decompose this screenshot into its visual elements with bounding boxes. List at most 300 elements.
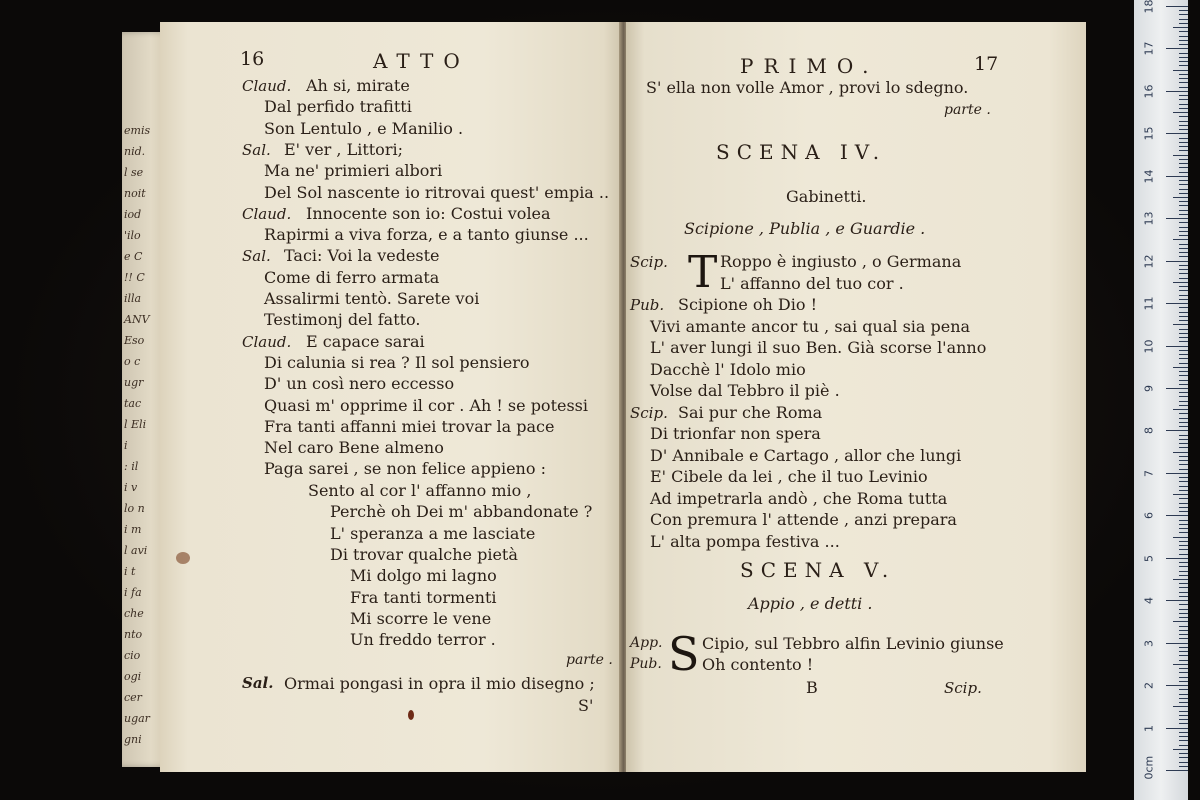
ruler-tick xyxy=(1179,604,1188,605)
ruler-number: 13 xyxy=(1142,211,1156,226)
dialogue-line: Con premura l' attende , anzi prepara xyxy=(650,510,957,529)
speaker-label: Sal. xyxy=(242,247,271,266)
ruler-tick xyxy=(1179,566,1188,567)
previous-page-text-fragment: nid. xyxy=(124,145,146,158)
ruler-tick xyxy=(1179,583,1188,584)
ruler-tick xyxy=(1166,133,1188,134)
ruler-tick xyxy=(1179,333,1188,334)
ruler-tick xyxy=(1179,426,1188,427)
right-catchword: Scip. xyxy=(944,679,982,697)
ruler-tick xyxy=(1179,439,1188,440)
scene-5-dropcap: S xyxy=(668,627,700,681)
ruler-tick xyxy=(1179,256,1188,257)
previous-page-text-fragment: lo n xyxy=(124,502,145,515)
ruler-tick xyxy=(1179,464,1188,465)
ruler-tick xyxy=(1179,214,1188,215)
ruler-tick xyxy=(1166,303,1188,304)
ruler-tick xyxy=(1179,456,1188,457)
ruler-number: 15 xyxy=(1142,126,1156,141)
ruler-number: 12 xyxy=(1142,254,1156,269)
speaker-label: Claud. xyxy=(242,332,292,351)
ruler-tick xyxy=(1179,613,1188,614)
ruler-tick xyxy=(1166,218,1188,219)
ruler-tick xyxy=(1179,350,1188,351)
ruler-tick xyxy=(1179,655,1188,656)
dialogue-line: Di trionfar non spera xyxy=(650,424,821,443)
ruler-tick xyxy=(1179,341,1188,342)
final-speaker: Sal. xyxy=(242,674,274,692)
ruler-tick xyxy=(1179,477,1188,478)
ruler-tick xyxy=(1179,193,1188,194)
dialogue-line: Testimonj del fatto. xyxy=(264,310,421,330)
ruler-tick xyxy=(1179,99,1188,100)
ruler-tick xyxy=(1179,40,1188,41)
ruler-number: 9 xyxy=(1142,385,1156,392)
dialogue-line: Volse dal Tebbro il piè . xyxy=(650,381,840,400)
ruler-tick xyxy=(1166,728,1188,729)
ruler-tick xyxy=(1179,587,1188,588)
dialogue-line: L' aver lungi il suo Ben. Già scorse l'anno xyxy=(650,338,987,357)
ruler-tick xyxy=(1179,121,1188,122)
ruler-number: 8 xyxy=(1142,427,1156,435)
ruler-tick xyxy=(1179,354,1188,355)
ruler-number: 7 xyxy=(1142,469,1156,477)
ruler-tick xyxy=(1173,155,1188,156)
previous-page-text-fragment: l avi xyxy=(124,544,148,557)
dialogue-line: E' Cibele da lei , che il tuo Levinio xyxy=(650,467,928,486)
signature-mark: B xyxy=(806,678,818,697)
ruler-tick xyxy=(1179,23,1188,24)
previous-page-text-fragment: ugr xyxy=(124,376,144,389)
ruler-tick xyxy=(1179,681,1188,682)
ruler-tick xyxy=(1173,70,1188,71)
ruler-tick xyxy=(1179,435,1188,436)
ruler-tick xyxy=(1179,265,1188,266)
ruler-number: 10 xyxy=(1142,339,1156,354)
left-page-number: 16 xyxy=(240,48,265,70)
ruler-tick xyxy=(1179,711,1188,712)
ruler-tick xyxy=(1179,596,1188,597)
speaker-label: Pub. xyxy=(630,656,662,672)
previous-page-text-fragment: !! C xyxy=(124,271,145,284)
previous-page-text-fragment: ANV xyxy=(124,313,150,326)
ruler-tick xyxy=(1166,770,1188,771)
aria-line: Mi scorre le vene xyxy=(350,608,492,628)
ruler-tick xyxy=(1179,180,1188,181)
previous-page-text-fragment: ogi xyxy=(124,670,142,683)
aria-line: Mi dolgo mi lagno xyxy=(350,566,497,586)
scene-5-characters: Appio , e detti . xyxy=(748,594,873,613)
ruler-tick xyxy=(1179,677,1188,678)
ruler-tick xyxy=(1179,189,1188,190)
ruler-tick xyxy=(1179,575,1188,576)
dialogue-line: Paga sarei , se non felice appieno : xyxy=(264,459,546,479)
dialogue-line: Son Lentulo , e Manilio . xyxy=(264,118,464,138)
ruler-tick xyxy=(1179,498,1188,499)
ruler-tick xyxy=(1179,549,1188,550)
ruler-tick xyxy=(1179,630,1188,631)
ruler-tick xyxy=(1179,295,1188,296)
ruler-tick xyxy=(1179,210,1188,211)
speaker-label: Claud. xyxy=(242,77,292,95)
ruler-tick xyxy=(1166,643,1188,644)
top-exit-direction: parte . xyxy=(944,102,991,118)
ruler-tick xyxy=(1179,524,1188,525)
previous-page-text-fragment: l Eli xyxy=(124,418,147,431)
ruler-tick xyxy=(1179,719,1188,720)
scene-4-title: SCENA IV. xyxy=(716,140,887,164)
dialogue-line: Oh contento ! xyxy=(702,655,814,674)
ruler-tick xyxy=(1179,660,1188,661)
ruler-tick xyxy=(1179,375,1188,376)
dialogue-line: Del Sol nascente io ritrovai quest' empia .. xyxy=(264,182,610,202)
scene-4-characters: Scipione , Publia , e Guardie . xyxy=(684,219,926,238)
ruler-tick xyxy=(1179,392,1188,393)
dialogue-line: Innocente son io: Costui volea xyxy=(306,203,551,223)
ruler-number: 16 xyxy=(1142,84,1156,99)
ruler-tick xyxy=(1179,320,1188,321)
previous-page-text-fragment: 'ilo xyxy=(124,229,141,242)
ruler-number: 0cm xyxy=(1142,755,1156,780)
ruler-tick xyxy=(1173,749,1188,750)
ruler-tick xyxy=(1179,380,1188,381)
dialogue-line: Scipione oh Dio ! xyxy=(678,295,818,314)
ruler-tick xyxy=(1179,53,1188,54)
ruler-tick xyxy=(1179,244,1188,245)
ruler-tick xyxy=(1173,197,1188,198)
dialogue-line: Cipio, sul Tebbro alfin Levinio giunse xyxy=(702,634,1004,653)
ruler-tick xyxy=(1179,732,1188,733)
ruler-tick xyxy=(1179,702,1188,703)
dialogue-line: Vivi amante ancor tu , sai qual sia pena xyxy=(650,316,971,336)
ruler-tick xyxy=(1179,329,1188,330)
ruler-tick xyxy=(1166,91,1188,92)
dialogue-line: Come di ferro armata xyxy=(264,267,440,287)
ruler-tick xyxy=(1179,689,1188,690)
ruler-tick xyxy=(1166,261,1188,262)
final-line: Ormai pongasi in opra il mio disegno ; xyxy=(284,674,595,693)
ink-spot xyxy=(408,710,414,720)
ruler-tick xyxy=(1179,278,1188,279)
ruler-tick xyxy=(1179,634,1188,635)
scene-4-location: Gabinetti. xyxy=(786,187,867,206)
ruler-tick xyxy=(1179,36,1188,37)
ruler-tick xyxy=(1179,447,1188,448)
ruler-tick xyxy=(1173,239,1188,240)
speaker-label: Sal. xyxy=(242,140,271,159)
ruler-tick xyxy=(1173,112,1188,113)
dialogue-line: Dal perfido trafitti xyxy=(264,97,412,117)
previous-page-text-fragment: tac xyxy=(124,397,142,410)
ruler-tick xyxy=(1173,324,1188,325)
dialogue-line: Fra tanti affanni miei trovar la pace xyxy=(264,416,555,436)
dialogue-line: Assalirmi tentò. Sarete voi xyxy=(264,289,480,308)
aria-line: Sento al cor l' affanno mio , xyxy=(308,481,532,500)
ruler-tick xyxy=(1179,19,1188,20)
ruler-tick xyxy=(1179,337,1188,338)
previous-page-text-fragment: cer xyxy=(124,691,142,704)
ruler-tick xyxy=(1179,290,1188,291)
speaker-label: App. xyxy=(630,635,663,651)
previous-page-text-fragment: illa xyxy=(124,292,142,305)
ruler-tick xyxy=(1179,592,1188,593)
ruler-tick xyxy=(1179,14,1188,15)
ruler-number: 3 xyxy=(1142,639,1156,647)
ruler-tick xyxy=(1166,48,1188,49)
ruler-tick xyxy=(1173,27,1188,28)
ruler-tick xyxy=(1179,299,1188,300)
ruler-tick xyxy=(1179,609,1188,610)
ruler-tick xyxy=(1179,172,1188,173)
previous-page-text-fragment: e C xyxy=(124,250,143,263)
ruler-tick xyxy=(1179,405,1188,406)
ruler-tick xyxy=(1179,167,1188,168)
ruler-number: 2 xyxy=(1142,682,1156,690)
aria-line: Di trovar qualche pietà xyxy=(330,544,518,564)
ruler-tick xyxy=(1179,486,1188,487)
ruler-tick xyxy=(1179,753,1188,754)
previous-page-text-fragment: Eso xyxy=(124,334,145,347)
dialogue-line: Quasi m' opprime il cor . Ah ! se potessi xyxy=(264,395,588,415)
previous-page-text-fragment: nto xyxy=(124,628,143,641)
ruler-tick xyxy=(1179,57,1188,58)
ruler-tick xyxy=(1173,579,1188,580)
ruler-tick xyxy=(1179,511,1188,512)
ruler-tick xyxy=(1179,65,1188,66)
ruler-tick xyxy=(1179,626,1188,627)
ruler-tick xyxy=(1179,205,1188,206)
ruler-tick xyxy=(1179,95,1188,96)
dialogue-line: L' affanno del tuo cor . xyxy=(720,273,904,293)
ruler-tick xyxy=(1173,664,1188,665)
ruler-tick xyxy=(1179,82,1188,83)
right-running-head: PRIMO. xyxy=(740,54,879,78)
dialogue-line: Taci: Voi la vedeste xyxy=(284,246,440,266)
ruler-tick xyxy=(1166,176,1188,177)
ruler-tick xyxy=(1166,515,1188,516)
ruler-tick xyxy=(1166,473,1188,474)
ruler-tick xyxy=(1179,138,1188,139)
ruler-tick xyxy=(1173,367,1188,368)
ruler-tick xyxy=(1166,346,1188,347)
ruler-tick xyxy=(1166,600,1188,601)
ruler-number: 4 xyxy=(1142,597,1156,605)
ruler-tick xyxy=(1179,736,1188,737)
speaker-label: Scip. xyxy=(630,403,668,422)
ruler-tick xyxy=(1179,116,1188,117)
ruler-tick xyxy=(1179,269,1188,270)
dialogue-line: Sai pur che Roma xyxy=(678,402,823,422)
ruler-tick xyxy=(1179,61,1188,62)
ruler-tick xyxy=(1179,384,1188,385)
ruler-tick xyxy=(1179,44,1188,45)
aria-line: Un freddo terror . xyxy=(350,630,496,650)
previous-page-text-fragment: che xyxy=(124,607,144,620)
previous-page-text-fragment: l se xyxy=(124,166,144,179)
ruler-tick xyxy=(1179,668,1188,669)
ruler-tick xyxy=(1179,528,1188,529)
ruler-tick xyxy=(1179,723,1188,724)
ruler-tick xyxy=(1166,388,1188,389)
dialogue-line: Roppo è ingiusto , o Germana xyxy=(720,252,962,271)
previous-page-text-fragment: i v xyxy=(124,481,138,494)
ruler-tick xyxy=(1179,159,1188,160)
dialogue-line: Ah si, mirate xyxy=(306,76,410,95)
ruler-tick xyxy=(1179,532,1188,533)
speaker-label: Scip. xyxy=(630,253,668,271)
ruler-tick xyxy=(1179,248,1188,249)
previous-page-text-fragment: gni xyxy=(124,733,142,746)
ruler-tick xyxy=(1179,227,1188,228)
ruler-tick xyxy=(1179,104,1188,105)
ruler-tick xyxy=(1179,545,1188,546)
ruler-tick xyxy=(1179,312,1188,313)
ruler-tick xyxy=(1179,163,1188,164)
measuring-ruler xyxy=(1134,0,1188,800)
left-page xyxy=(160,22,622,772)
ruler-number: 5 xyxy=(1142,554,1156,562)
previous-page-text-fragment: cio xyxy=(124,649,141,662)
ruler-number: 1 xyxy=(1142,724,1156,732)
ruler-tick xyxy=(1179,108,1188,109)
ruler-tick xyxy=(1166,6,1188,7)
ruler-tick xyxy=(1179,286,1188,287)
speaker-label: Pub. xyxy=(630,296,665,314)
ruler-tick xyxy=(1179,740,1188,741)
dialogue-line: E' ver , Littori; xyxy=(284,139,403,159)
left-running-head: ATTO xyxy=(373,49,470,73)
aria-line: Perchè oh Dei m' abbandonate ? xyxy=(330,502,593,522)
aria-line: L' speranza a me lasciate xyxy=(330,523,536,543)
ruler-tick xyxy=(1179,443,1188,444)
ruler-tick xyxy=(1179,231,1188,232)
ruler-tick xyxy=(1173,282,1188,283)
ruler-tick xyxy=(1173,452,1188,453)
previous-page-text-fragment: : il xyxy=(124,460,139,473)
ruler-tick xyxy=(1166,558,1188,559)
top-line: S' ella non volle Amor , provi lo sdegno. xyxy=(646,78,969,97)
right-page xyxy=(626,22,1086,772)
previous-page-text-fragment: i xyxy=(124,439,128,452)
ruler-tick xyxy=(1173,409,1188,410)
ruler-number: 18 xyxy=(1142,0,1156,14)
dialogue-line: Ad impetrarla andò , che Roma tutta xyxy=(650,488,948,508)
dialogue-line: D' un così nero eccesso xyxy=(264,374,455,394)
ruler-tick xyxy=(1179,150,1188,151)
ruler-tick xyxy=(1179,507,1188,508)
dialogue-line: Nel caro Bene almeno xyxy=(264,438,444,458)
speaker-label: Claud. xyxy=(242,204,292,223)
ruler-tick xyxy=(1179,74,1188,75)
previous-page-text-fragment: noit xyxy=(124,187,146,200)
ruler-tick xyxy=(1179,87,1188,88)
ruler-tick xyxy=(1179,358,1188,359)
dialogue-line: E capace sarai xyxy=(306,331,425,351)
dialogue-line: D' Annibale e Cartago , allor che lungi xyxy=(650,445,962,465)
ruler-tick xyxy=(1179,363,1188,364)
ruler-tick xyxy=(1179,698,1188,699)
ruler-tick xyxy=(1173,706,1188,707)
ruler-tick xyxy=(1166,430,1188,431)
ruler-tick xyxy=(1179,541,1188,542)
ruler-tick xyxy=(1179,460,1188,461)
ruler-tick xyxy=(1179,469,1188,470)
ruler-tick xyxy=(1179,146,1188,147)
ruler-tick xyxy=(1179,78,1188,79)
ruler-tick xyxy=(1179,715,1188,716)
dialogue-line: Di calunia si rea ? Il sol pensiero xyxy=(264,352,530,372)
ruler-tick xyxy=(1179,418,1188,419)
ruler-tick xyxy=(1179,201,1188,202)
ruler-number: 17 xyxy=(1142,41,1156,56)
ruler-tick xyxy=(1179,222,1188,223)
ruler-tick xyxy=(1179,125,1188,126)
scene-5-title: SCENA V. xyxy=(740,558,896,582)
ruler-tick xyxy=(1179,672,1188,673)
ruler-number: 11 xyxy=(1142,296,1156,311)
scene-4-dropcap: T xyxy=(688,247,718,298)
ruler-tick xyxy=(1179,481,1188,482)
aria-line: Fra tanti tormenti xyxy=(350,587,497,607)
ruler-tick xyxy=(1179,745,1188,746)
left-catchword: S' xyxy=(578,696,594,715)
ruler-tick xyxy=(1179,757,1188,758)
ruler-tick xyxy=(1179,252,1188,253)
ruler-tick xyxy=(1179,396,1188,397)
previous-page-text-fragment: emis xyxy=(124,124,151,137)
previous-page-text-fragment: i t xyxy=(124,565,136,578)
ruler-tick xyxy=(1179,762,1188,763)
ruler-tick xyxy=(1173,621,1188,622)
ink-stain xyxy=(176,552,190,564)
ruler-tick xyxy=(1179,422,1188,423)
ruler-tick xyxy=(1173,537,1188,538)
previous-page-text-fragment: iod xyxy=(124,208,142,221)
ruler-tick xyxy=(1173,494,1188,495)
ruler-tick xyxy=(1179,694,1188,695)
ruler-tick xyxy=(1179,273,1188,274)
ruler-number: 6 xyxy=(1142,512,1156,520)
ruler-tick xyxy=(1179,766,1188,767)
ruler-tick xyxy=(1179,235,1188,236)
previous-page-text-fragment: i m xyxy=(124,523,142,536)
ruler-tick xyxy=(1179,554,1188,555)
ruler-number: 14 xyxy=(1142,169,1156,184)
ruler-tick xyxy=(1179,562,1188,563)
ruler-tick xyxy=(1166,685,1188,686)
ruler-tick xyxy=(1179,401,1188,402)
dialogue-line: Dacchè l' Idolo mio xyxy=(650,359,806,379)
ruler-tick xyxy=(1179,520,1188,521)
dialogue-line: Ma ne' primieri albori xyxy=(264,161,443,181)
dialogue-line: L' alta pompa festiva ... xyxy=(650,531,840,551)
ruler-tick xyxy=(1179,651,1188,652)
ruler-tick xyxy=(1179,307,1188,308)
ruler-tick xyxy=(1179,142,1188,143)
ruler-tick xyxy=(1179,10,1188,11)
previous-page-text-fragment: ugar xyxy=(124,712,150,725)
aria-exit-direction: parte . xyxy=(566,652,613,668)
ruler-tick xyxy=(1179,413,1188,414)
ruler-tick xyxy=(1179,647,1188,648)
right-page-number: 17 xyxy=(974,53,999,75)
ruler-tick xyxy=(1179,184,1188,185)
dialogue-line: Rapirmi a viva forza, e a tanto giunse ... xyxy=(264,225,589,245)
ruler-tick xyxy=(1179,129,1188,130)
ruler-tick xyxy=(1179,371,1188,372)
previous-page-text-fragment: o c xyxy=(124,355,141,368)
ruler-tick xyxy=(1179,617,1188,618)
